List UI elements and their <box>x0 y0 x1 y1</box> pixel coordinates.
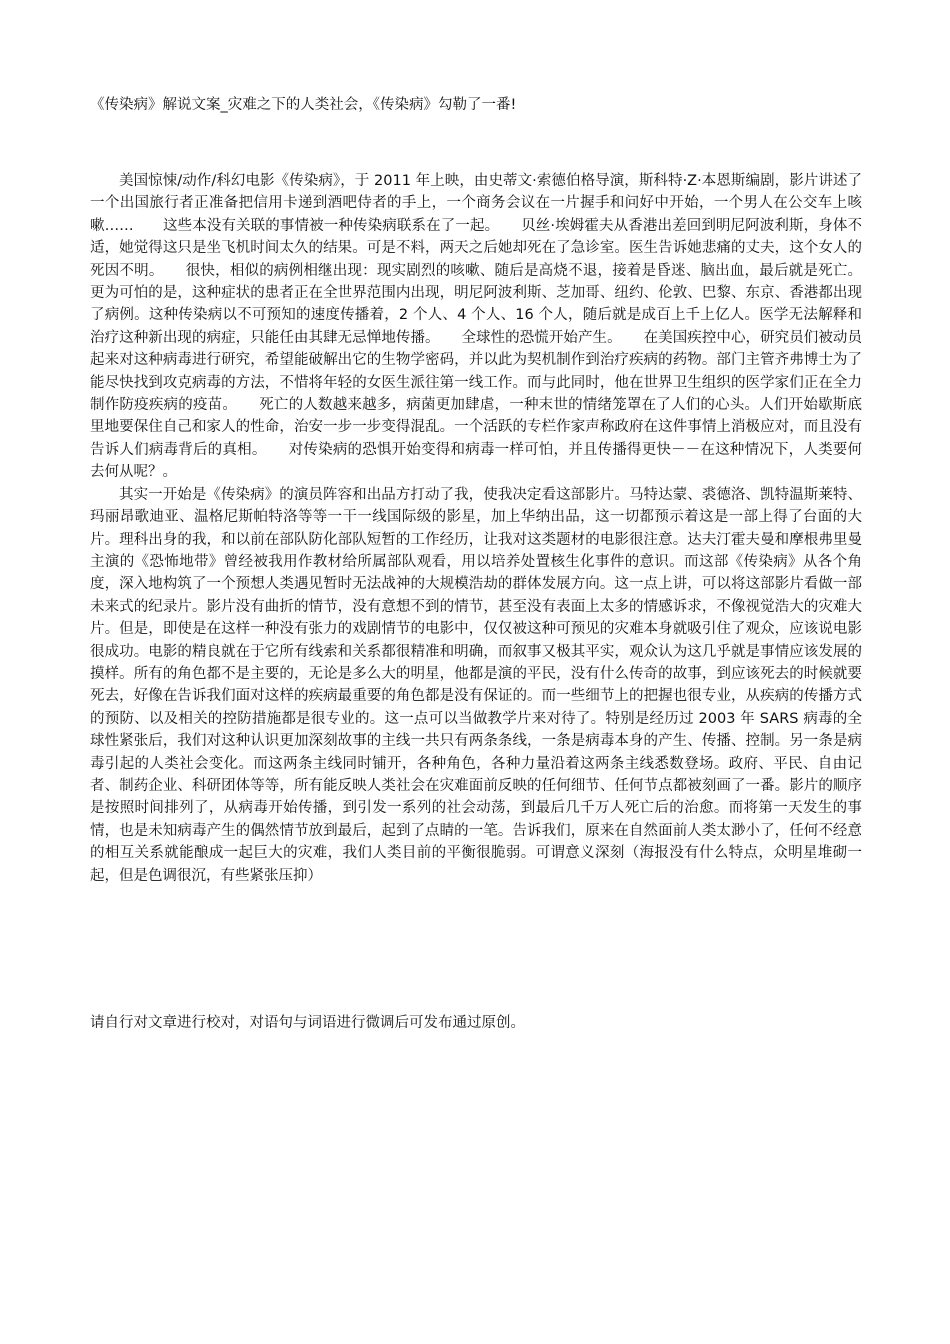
document-title: 《传染病》解说文案_灾难之下的人类社会，《传染病》勾勒了一番! <box>90 97 517 113</box>
paragraph-review: 其实一开始是《传染病》的演员阵容和出品方打动了我，使我决定看这部影片。马特达蒙、裘德洛、凯特温斯莱特、玛丽昂歌迪亚、温格尼斯帕特洛等等一干一线国际级的影星，加上华纳出品，这一切都预示着这是一部上得了台面的大片。理科出身的我，和以前在部队防化部队短暂的工作经历，让我对这类题材的电影很注意。达夫汀霍夫曼和摩根弗里曼主演的《恐怖地带》曾经被我用作教材给所属部队观看，用以培养处置核生化事件的意识。而这部《传染病》从各个角度，深入地构筑了一个预想人类遇见暂时无法战神的大规模浩劫的群体发展方向。这一点上讲，可以将这部影片看做一部未来式的纪录片。影片没有曲折的情节，没有意想不到的情节，甚至没有表面上太多的情感诉求，不像视觉浩大的灾难大片。但是，即使是在这样一种没有张力的戏剧情节的电影中，仅仅被这种可预见的灾难本身就吸引住了观众，应该说电影很成功。电影的精良就在于它所有线索和关系都很精准和明确，而叙事又极其平实，观众认为这几乎就是事情应该发展的摸样。所有的角色都不是主要的，无论是多么大的明星，他都是演的平民，没有什么传奇的故事，到应该死去的时候就要死去，好像在告诉我们面对这样的疾病最重要的角色都是没有保证的。而一些细节上的把握也很专业，从疾病的传播方式的预防、以及相关的控防措施都是很专业的。这一点可以当做教学片来对待了。特别是经历过 2003 年 SARS 病毒的全球性紧张后，我们对这种认识更加深刻故事的主线一共只有两条条线，一条是病毒本身的产生、传播、控制。另一条是病毒引起的人类社会变化。而这两条主线同时铺开，各种角色，各种力量沿着这两条主线悉数登场。政府、平民、自由记者、制药企业、科研团体等等，所有能反映人类社会在灾难面前反映的任何细节、任何节点都被刻画了一番。影片的顺序是按照时间排列了，从病毒开始传播，到引发一系列的社会动荡，到最后几千万人死亡后的治愈。而将第一天发生的事情，也是未知病毒产生的偶然情节放到最后，起到了点睛的一笔。告诉我们，原来在自然面前人类太渺小了，任何不经意的相互关系就能酿成一起巨大的灾难，我们人类目前的平衡很脆弱。可谓意义深刻（海报没有什么特点，众明星堆砌一起，但是色调很沉，有些紧张压抑） <box>90 486 862 884</box>
paragraph-synopsis: 美国惊悚/动作/科幻电影《传染病》，于 2011 年上映，由史蒂文·索德伯格导演，斯科特·Z·本恩斯编剧，影片讲述了一个出国旅行者正准备把信用卡递到酒吧侍者的手上，一个商务会议在一片握手和问好中开始，一个男人在公交车上咳嗽…… 这些本没有关联的事情被一种传染病联系在了一起。 贝丝·埃姆霍夫从香港出差回到明尼阿波利斯，身体不适，她觉得这只是坐飞机时间太久的结果。可是不料，两天之后她却死在了急诊室。医生告诉她悲痛的丈夫，这个女人的死因不明。 很快，相似的病例相继出现：现实剧烈的咳嗽、随后是高烧不退，接着是昏迷、脑出血，最后就是死亡。更为可怕的是，这种症状的患者正在全世界范围内出现，明尼阿波利斯、芝加哥、纽约、伦敦、巴黎、东京、香港都出现了病例。这种传染病以不可预知的速度传播着，2 个人、4 个人、16 个人，随后就是成百上千上亿人。医学无法解释和治疗这种新出现的病症，只能任由其肆无忌惮地传播。 全球性的恐慌开始产生。 在美国疾控中心，研究员们被动员起来对这种病毒进行研究，希望能破解出它的生物学密码，并以此为契机制作到治疗疾病的药物。部门主管齐弗博士为了能尽快找到攻克病毒的方法，不惜将年轻的女医生派往第一线工作。而与此同时，他在世界卫生组织的医学家们正在全力制作防疫疾病的疫苗。 死亡的人数越来越多，病菌更加肆虐，一种末世的情绪笼罩在了人们的心头。人们开始歇斯底里地要保住自己和家人的性命，治安一步一步变得混乱。一个活跃的专栏作家声称政府在这件事情上消极应对，而且没有告诉人们病毒背后的真相。 对传染病的恐惧开始变得和病毒一样可怕，并且传播得更快－－在这种情况下，人类要何去何从呢？。 <box>90 173 862 481</box>
proofreading-note: 请自行对文章进行校对，对语句与词语进行微调后可发布通过原创。 <box>90 1015 525 1031</box>
article-body <box>90 170 862 887</box>
